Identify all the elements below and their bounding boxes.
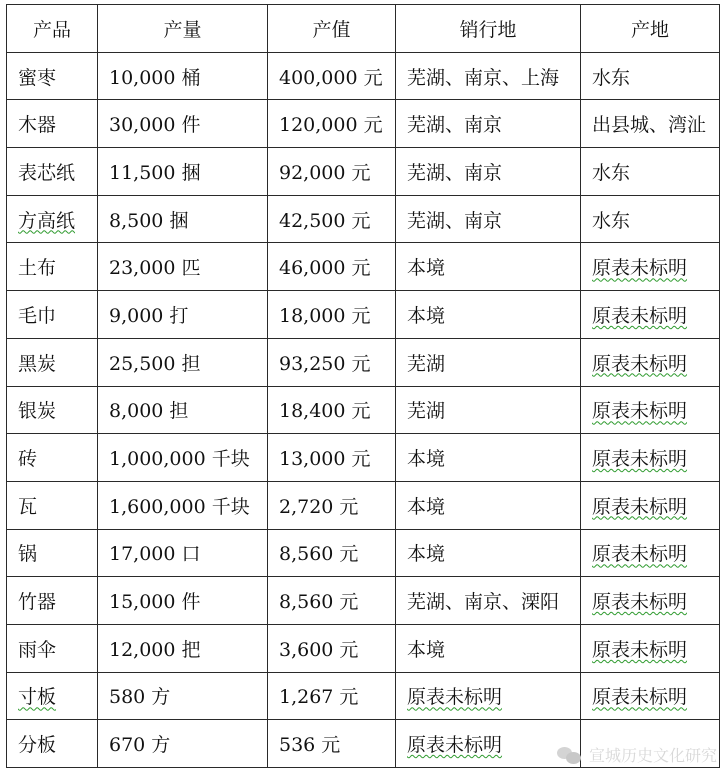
cell-origin: 原表未标明 [581,577,720,625]
cell-market: 芜湖 [396,338,581,386]
table-row [7,243,720,291]
cell-output: 30,000 件 [98,100,268,148]
cell-origin: 原表未标明 [581,243,720,291]
header-product: 产品 [7,5,98,53]
cell-origin: 原表未标明 [581,481,720,529]
cell-value: 93,250 元 [268,338,396,386]
cell-value: 3,600 元 [268,624,396,672]
cell-product: 蜜枣 [7,52,98,100]
header-origin: 产地 [581,5,720,53]
cell-product: 竹器 [7,577,98,625]
table-row [7,434,720,482]
cell-output: 12,000 把 [98,624,268,672]
cell-product: 银炭 [7,386,98,434]
cell-output: 1,000,000 千块 [98,434,268,482]
cell-market: 本境 [396,243,581,291]
cell-value: 46,000 元 [268,243,396,291]
cell-origin: 原表未标明 [581,529,720,577]
table-row [7,577,720,625]
cell-origin: 原表未标明 [581,624,720,672]
header-output: 产量 [98,5,268,53]
cell-value: 8,560 元 [268,577,396,625]
table-row [7,529,720,577]
cell-market: 芜湖、南京 [396,100,581,148]
table-row [7,386,720,434]
cell-origin: 原表未标明 [581,386,720,434]
cell-product: 寸板 [7,672,98,720]
cell-output: 8,000 担 [98,386,268,434]
cell-output: 10,000 桶 [98,52,268,100]
cell-origin: 出县城、湾沚 [581,100,720,148]
cell-value: 120,000 元 [268,100,396,148]
cell-output: 1,600,000 千块 [98,481,268,529]
cell-value: 92,000 元 [268,148,396,196]
cell-origin: 水东 [581,195,720,243]
cell-value: 42,500 元 [268,195,396,243]
cell-product: 砖 [7,434,98,482]
header-value: 产值 [268,5,396,53]
cell-product: 锅 [7,529,98,577]
cell-output: 580 方 [98,672,268,720]
cell-market: 本境 [396,481,581,529]
watermark-text: 宣城历史文化研究 [588,746,717,765]
cell-output: 25,500 担 [98,338,268,386]
table-row [7,148,720,196]
cell-value: 8,560 元 [268,529,396,577]
cell-value: 2,720 元 [268,481,396,529]
table-container [6,4,720,768]
table-row [7,100,720,148]
cell-market: 芜湖、南京 [396,195,581,243]
cell-market: 芜湖、南京、上海 [396,52,581,100]
table-row [7,52,720,100]
cell-output: 15,000 件 [98,577,268,625]
cell-product: 黑炭 [7,338,98,386]
cell-origin: 原表未标明 [581,338,720,386]
cell-value: 13,000 元 [268,434,396,482]
cell-output: 23,000 匹 [98,243,268,291]
cell-product: 瓦 [7,481,98,529]
table-row [7,624,720,672]
cell-value: 536 元 [268,720,396,768]
products-table [6,4,720,768]
cell-market: 原表未标明 [396,672,581,720]
cell-value: 400,000 元 [268,52,396,100]
cell-origin: 水东 [581,52,720,100]
cell-market: 本境 [396,529,581,577]
table-row [7,481,720,529]
cell-market: 芜湖 [396,386,581,434]
cell-market: 本境 [396,624,581,672]
cell-market: 本境 [396,434,581,482]
cell-origin: 原表未标明 [581,291,720,339]
cell-product: 表芯纸 [7,148,98,196]
cell-product: 木器 [7,100,98,148]
cell-output: 17,000 口 [98,529,268,577]
cell-product: 方高纸 [7,195,98,243]
cell-market: 芜湖、南京、溧阳 [396,577,581,625]
cell-product: 毛巾 [7,291,98,339]
table-row [7,195,720,243]
cell-market: 芜湖、南京 [396,148,581,196]
table-row [7,291,720,339]
watermark [557,743,717,766]
wechat-icon [557,745,583,765]
cell-output: 9,000 打 [98,291,268,339]
cell-output: 11,500 捆 [98,148,268,196]
cell-market: 本境 [396,291,581,339]
cell-market: 原表未标明 [396,720,581,768]
cell-product: 分板 [7,720,98,768]
cell-value: 18,400 元 [268,386,396,434]
cell-origin: 原表未标明 [581,672,720,720]
cell-value: 1,267 元 [268,672,396,720]
header-row [7,5,720,53]
header-market: 销行地 [396,5,581,53]
cell-product: 土布 [7,243,98,291]
table-row [7,672,720,720]
cell-product: 雨伞 [7,624,98,672]
cell-value: 18,000 元 [268,291,396,339]
table-row [7,338,720,386]
cell-origin: 原表未标明 [581,434,720,482]
cell-origin: 水东 [581,148,720,196]
cell-output: 670 方 [98,720,268,768]
cell-output: 8,500 捆 [98,195,268,243]
